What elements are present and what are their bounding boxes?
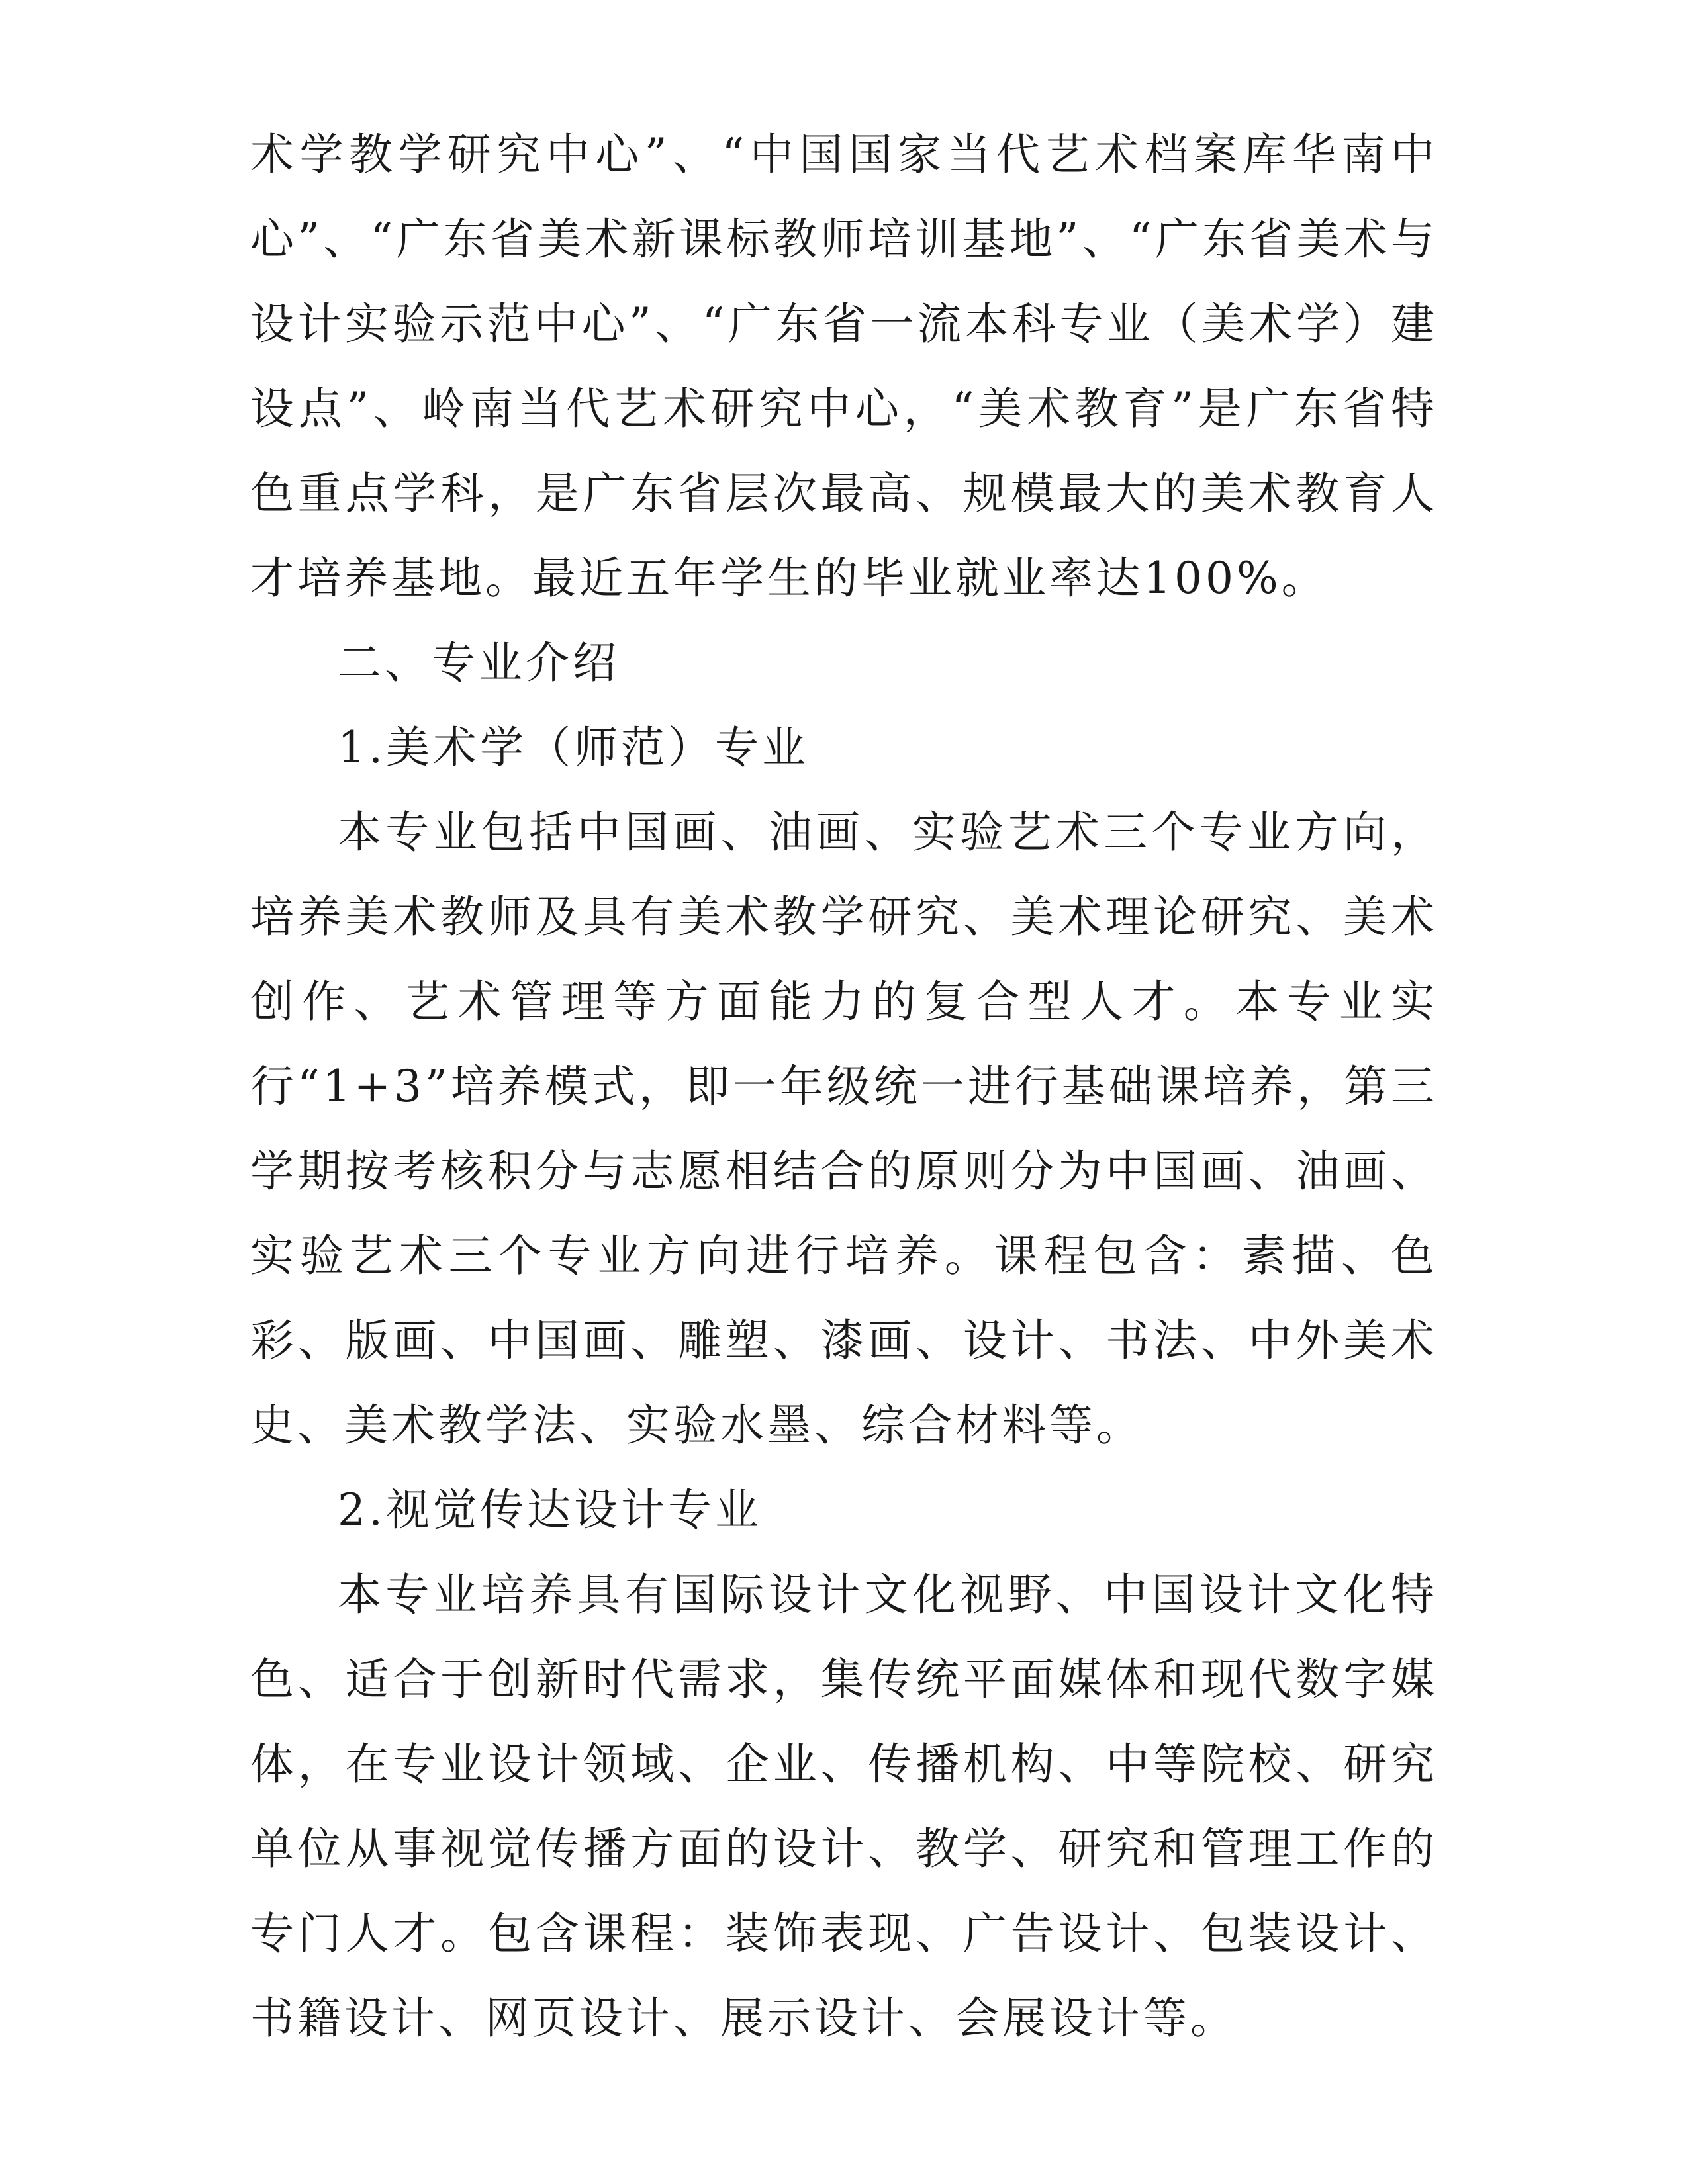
- major2-description: 本专业培养具有国际设计文化视野、中国设计文化特色、适合于创新时代需求，集传统平面媒体和现代数字媒体，在专业设计领域、企业、传播机构、中等院校、研究单位从事视觉传播方面的设计、教学、研究和管理工作的专门人才。包含课程：装饰表现、广告设计、包装设计、书籍设计、网页设计、展示设计、会展设计等。: [250, 1569, 1438, 2044]
- intro-continuation-paragraph: 术学教学研究中心”、“中国国家当代艺术档案库华南中心”、“广东省美术新课标教师培训基地”、“广东省美术与设计实验示范中心”、“广东省一流本科专业（美术学）建设点”、岭南当代艺术研究中心，“美术教育”是广东省特色重点学科，是广东省层次最高、规模最大的美术教育人才培养基地。最近五年学生的毕业就业率达100%。: [250, 129, 1438, 604]
- document-body: [250, 113, 1438, 2061]
- major1-description: 本专业包括中国画、油画、实验艺术三个专业方向，培养美术教师及具有美术教学研究、美术理论研究、美术创作、艺术管理等方面能力的复合型人才。本专业实行“1+3”培养模式，即一年级统一进行基础课培养，第三学期按考核积分与志愿相结合的原则分为中国画、油画、实验艺术三个专业方向进行培养。课程包含：素描、色彩、版画、中国画、雕塑、漆画、设计、书法、中外美术史、美术教学法、实验水墨、综合材料等。: [250, 807, 1438, 1451]
- major2-title: 2.视觉传达设计专业: [338, 1484, 762, 1535]
- major1-title: 1.美术学（师范）专业: [338, 722, 809, 773]
- section-heading: 二、专业介绍: [338, 637, 620, 688]
